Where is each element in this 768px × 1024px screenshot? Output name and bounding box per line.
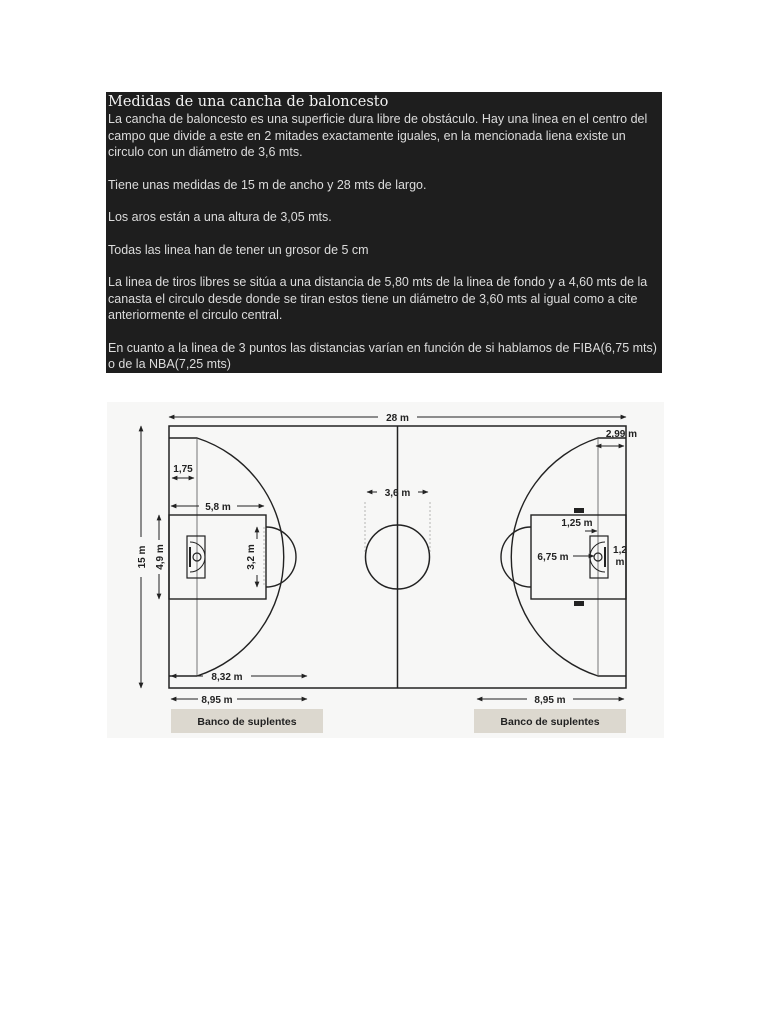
bench-right-distance: 8,95 m: [534, 695, 566, 706]
paragraph-free-throw: La linea de tiros libres se sitúa a una distancia de 5,80 mts de la linea de fondo y a 4,60 mts de la canasta el circulo desde donde se tiran estos tiene un diámetro de 3,60 mts al igual como a cite anteriormente el circulo central.: [108, 275, 648, 322]
bench-right-label: Banco de suplentes: [500, 716, 600, 728]
lane-mark-top-right: [574, 508, 584, 513]
center-circle-label: 3,6 m: [384, 488, 411, 499]
paragraph-line-width: Todas las linea han de tener un grosor de 5 cm: [108, 242, 369, 257]
corner-label: 1,75: [173, 464, 193, 475]
lane-mark-bottom-right: [574, 601, 584, 606]
paragraph-dimensions: Tiene unas medidas de 15 m de ancho y 28 mts de largo.: [108, 177, 427, 192]
bench-left-distance: 8,95 m: [201, 695, 233, 706]
article-title: Medidas de una cancha de baloncesto: [108, 94, 389, 110]
free-throw-circle-label: 3,2 m: [246, 544, 257, 570]
three-point-line-right: [511, 438, 626, 676]
backboard-label-top: 1,2: [613, 545, 627, 556]
paragraph-hoop-height: Los aros están a una altura de 3,05 mts.: [108, 210, 332, 224]
key-width-label: 4,9 m: [155, 544, 166, 570]
court-diagram: [107, 402, 664, 738]
free-throw-circle-right: [501, 527, 531, 587]
restricted-arc-right: [590, 542, 605, 572]
restricted-label: 1,25 m: [561, 518, 593, 529]
three-point-radius-label: 2,99 m: [605, 429, 637, 440]
restricted-arc-left: [190, 542, 205, 572]
three-point-side-label: 8,32 m: [211, 672, 243, 683]
length-label: 28 m: [386, 413, 409, 424]
court-svg: [107, 402, 664, 738]
article-box: [106, 92, 662, 373]
paragraph-three-point: En cuanto a la linea de 3 puntos las distancias varían en función de si hablamos de FIBA(6,75 mts) o de la NBA(7,25 mts): [108, 340, 657, 371]
three-point-label: 6,75 m: [537, 552, 569, 563]
width-label: 15 m: [137, 545, 148, 569]
bench-left-label: Banco de suplentes: [197, 716, 297, 728]
free-throw-distance-label: 5,8 m: [205, 502, 231, 513]
backboard-label-bottom: m: [615, 557, 625, 568]
paragraph-center-circle: La cancha de baloncesto es una superficie dura libre de obstáculo. Hay una linea en el centro del campo que divide a este en 2 mitades exactamente iguales, en la mencionada liena existe un circulo con un diámetro de 3,6 mts.: [108, 112, 648, 159]
free-throw-circle-left: [266, 527, 296, 587]
